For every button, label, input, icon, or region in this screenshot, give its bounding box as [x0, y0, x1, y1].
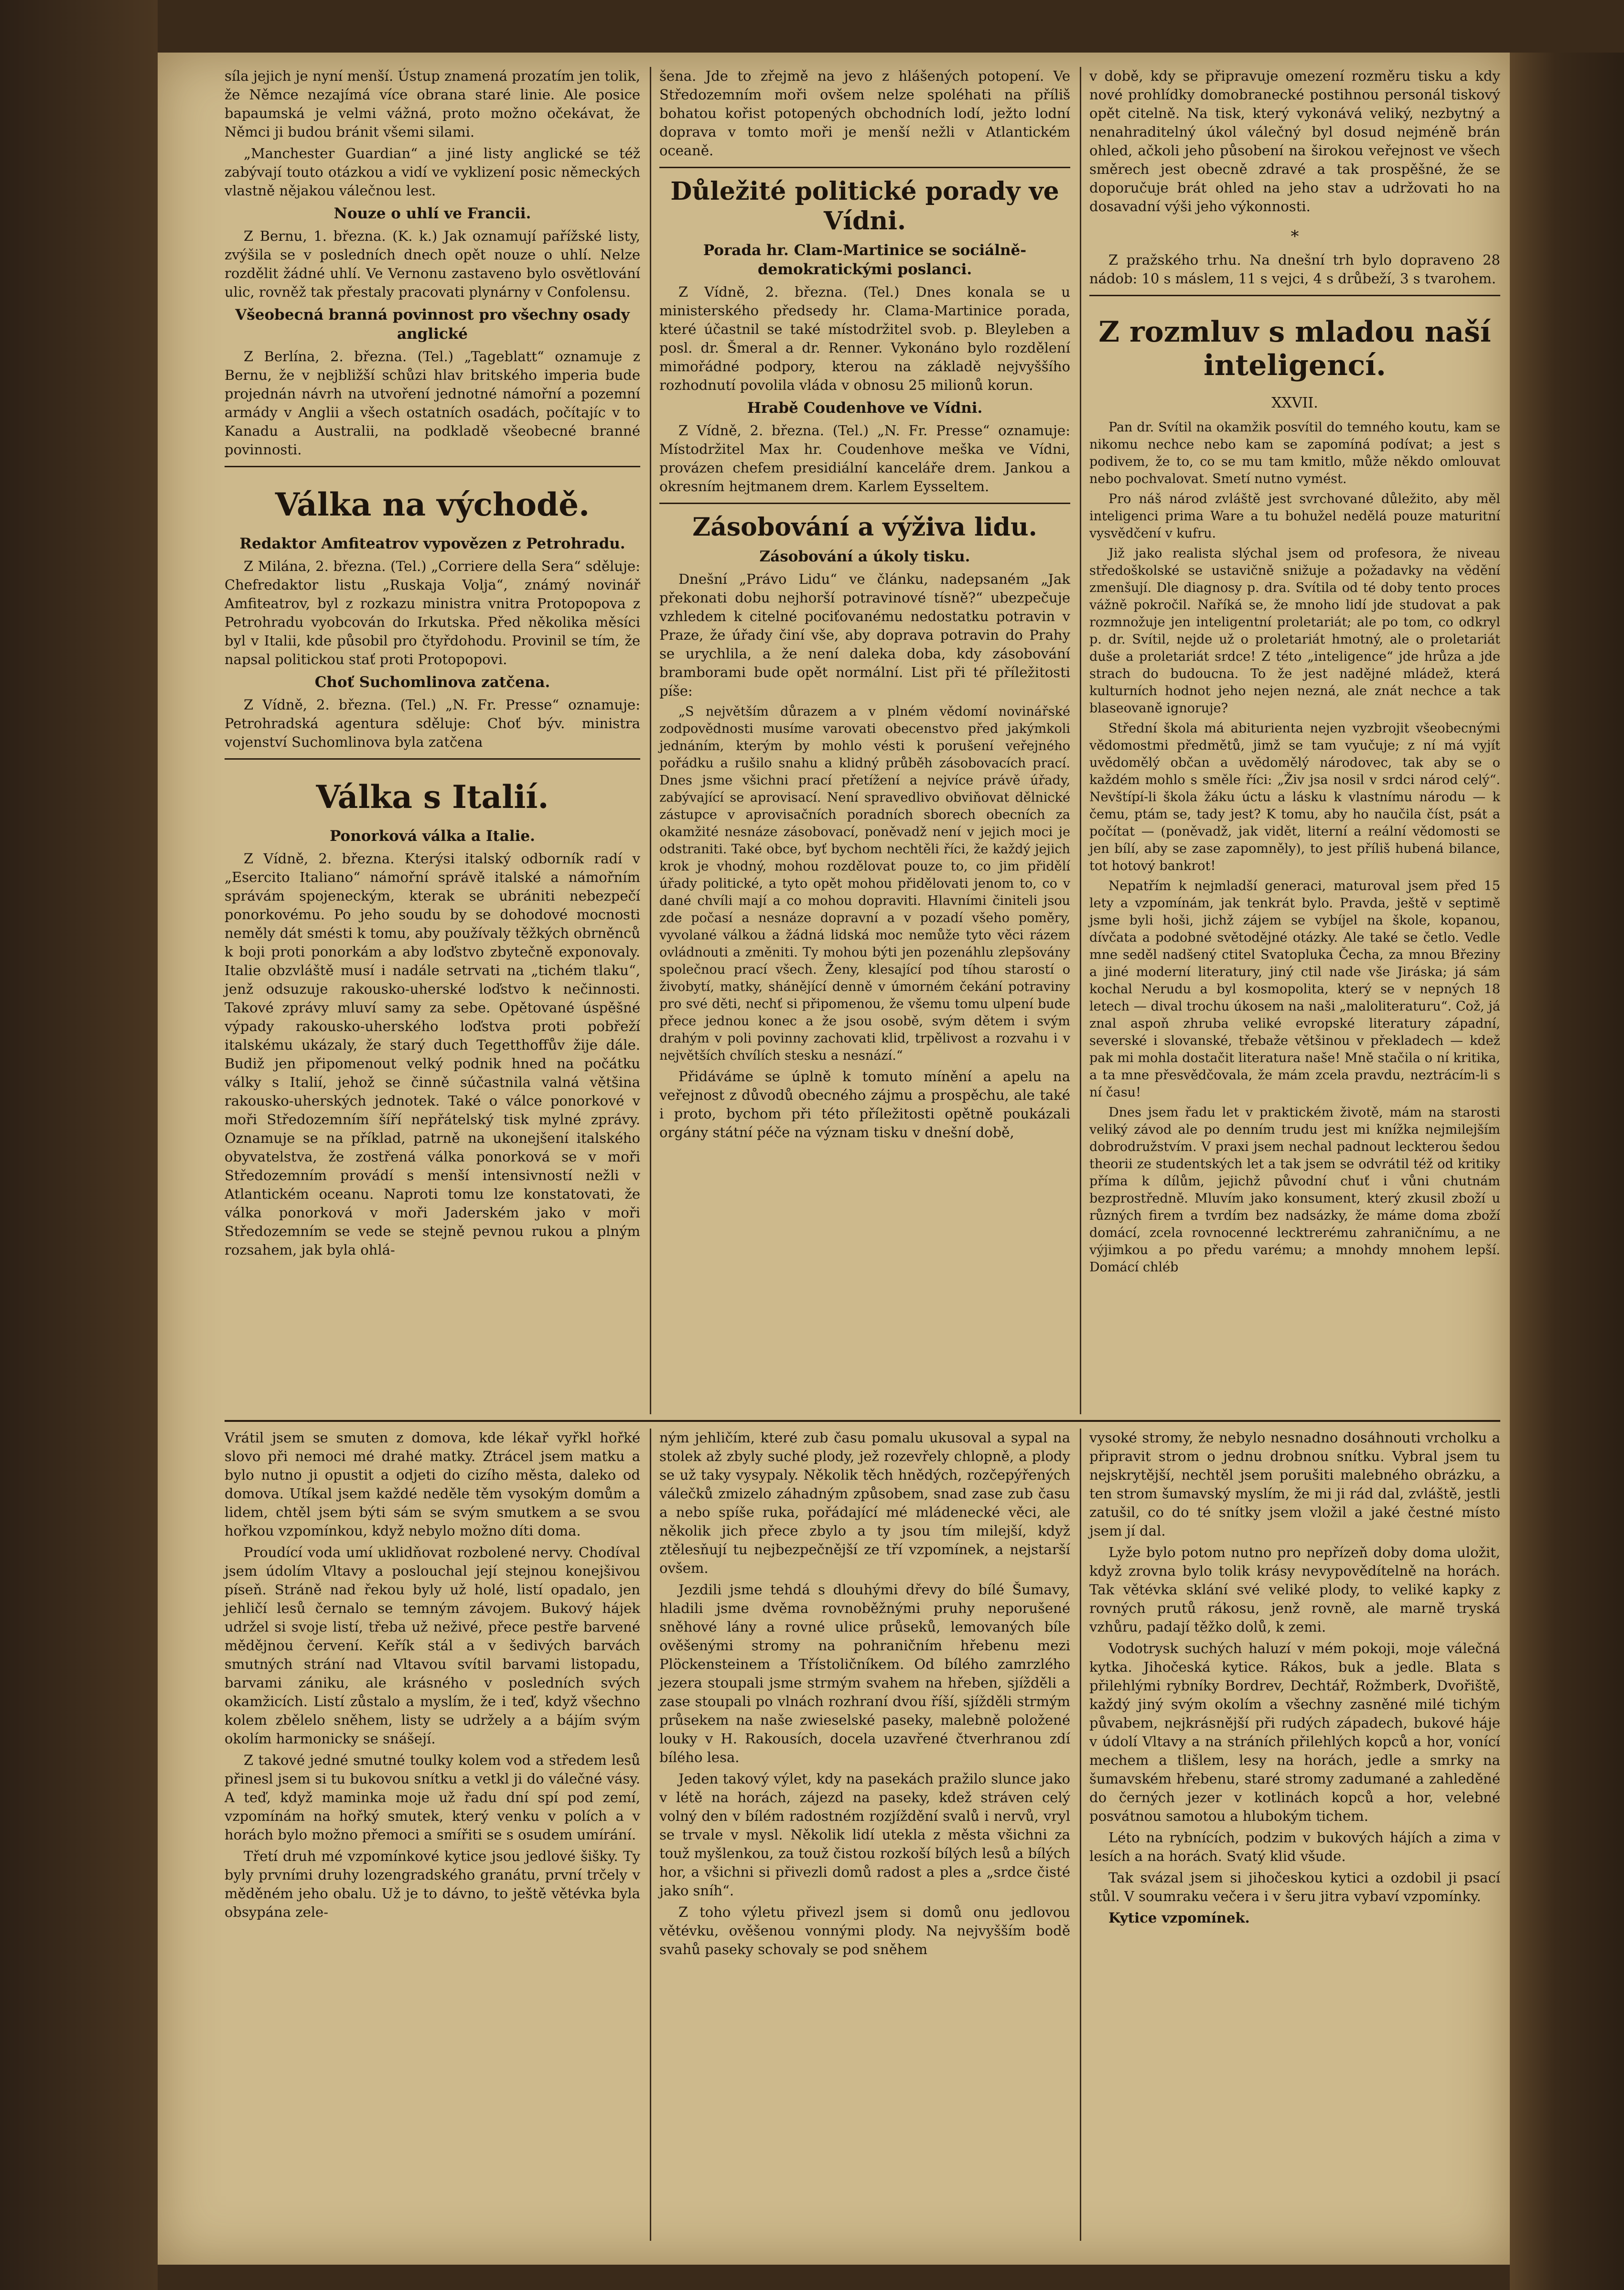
headline-suchomlinov: Choť Suchomlinova zatčena.	[314, 674, 550, 691]
column-rule	[650, 1429, 651, 2241]
column-2	[659, 67, 1070, 1145]
feuilleton-paragraph: Z takové jedné smutné toulky kolem vod a středem lesů přinesl jsem si tu bukovou snítku a vetkl ji do válečné vásy. A teď, když maminka moje už řadu dní spí pod zemí, vzpomínám na hořký smutek, který venku v polích a v horách bylo možno přemoci a smířiti se s osudem umírání.	[225, 1752, 640, 1843]
feuilleton-paragraph: Vrátil jsem se smuten z domova, kde lékař vyřkl hořké slovo při nemoci mé drahé matky. Ztrácel jsem matku a bylo nutno ji opustit a odjeti do cizího města, daleko od domova. Utíkal jsem každé neděle těm vysokým domům a lidem, chtěl jsem býti sám se svým smutkem a se svou hořkou vzpomínkou, když nebylo možno díti doma.	[225, 1430, 640, 1539]
article-paragraph: šena. Jde to zřejmě na jevo z hlášených potopení. Ve Středozemním moři ovšem nelze spoléhati na příliš bohatou kořist potopených obchodních lodí, ježto lodní doprava v tomto moři je menší nežli v Atlantickém oceaně.	[659, 68, 1070, 159]
column-rule	[650, 67, 651, 1414]
divider	[225, 466, 640, 467]
article-paragraph: Z Vídně, 2. března. (Tel.) „N. Fr. Presse“ oznamuje: Petrohradská agentura sděluje: Choť býv. ministra vojenství Suchomlinova byla zatčena	[225, 697, 640, 750]
feuilleton-paragraph: ným jehličím, které zub času pomalu ukusoval a sypal na stolek až zbyly suché plody, jež rozevřely chlopně, a plody se už taky vysypaly. Několik těch hnědých, rozčepýřených válečků zmizelo záhadným způsobem, snad zase zub času a nebo spíše ruka, pořádající mé mládenecké věci, ale několik jich přece zbylo a ty jsou tím milejší, když ztělesňují tu nejbezpečnější ze tří vzpomínek, a nejstarší ovšem.	[659, 1430, 1070, 1576]
feuilleton-column-1	[225, 1429, 640, 1924]
article-paragraph: v době, kdy se připravuje omezení rozměru tisku a kdy nové prohlídky domobranecké postihnou personál tiskový opět citelně. Na tisk, který vykonává veliký, nezbytný a nenahraditelný úkol válečný byl dosud nejméně brán ohled, ačkoli jeho působení na širokou veřejnost ve všech směrech jest obecně zdravé a tak prospěšné, že se doporučuje brát ohled na jeho stav a udržovati ho na dosavadní výši jeho výkonnosti.	[1089, 68, 1500, 215]
column-1	[225, 67, 640, 1262]
feuilleton-paragraph: Proudící voda umí uklidňovat rozbolené nervy. Chodíval jsem údolím Vltavy a poslouchal její stejnou konejšivou píseň. Stráně nad řekou byly už holé, listí opadalo, jen jehličí lesů černalo se temným závojem. Bukový hájek udržel si svoje listí, třeba už neživé, přece pestře barvené mědějnou červení. Keřík stál a v šedivých barvách smutných strání nad Vltavou svítil barvami listopadu, barvami zániku, ale krásného v posledních svých okamžicích. Listí zůstalo a myslím, že i teď, když všechno kolem zbělelo sněhem, listy se udržely a a bájím svým okolím harmonicky se snášejí.	[225, 1544, 640, 1747]
feuilleton-column-3	[1089, 1429, 1500, 1930]
feuilleton-paragraph: Léto na rybnících, podzim v bukových hájích a zima v lesích a na horách. Svatý klid všude.	[1089, 1829, 1500, 1864]
headline-ukoly-tisku: Zásobování a úkoly tisku.	[759, 548, 970, 565]
article-paragraph: síla jejich je nyní menší. Ústup znamená prozatím jen tolik, že Němce nezajímá více obrana staré linie. Ale posice bapaumská je velmi vážná, proto možno očekávat, že Němci ji budou bránit všemi silami.	[225, 68, 640, 140]
article-paragraph: Z Vídně, 2. března. Kterýsi italský odborník radí v „Esercito Italiano“ námořní správě italské a námořním správám spojeneckým, kterak se ubrániti nebezpečí ponorkovému. Po jeho soudu by se dohodové mocnosti neměly dát smésti k tomu, aby používaly těžkých obrněnců k boji proti ponorkám a aby loďstvo zbytečně exponovaly. Italie obzvláště musí i nadále setrvati na „tichém tlaku“, jenž odsuzuje rakousko-uherské loďstvo k nečinnosti. Takové zprávy mluví samy za sebe. Opětované úspěšné výpady rakousko-uherského loďstva proti pobřeží italskému ukázaly, že starý duch Tegetthoffův žije dále. Budiž jen připomenout velký podnik hned na počátku války s Italií, jehož se činně súčastnila valná většina rakousko-uherských jednotek. Také o válce ponorkové v moři Středozemním šíří nepřátelský tisk mylné zprávy. Oznamuje se na příklad, patrně na ukonejšení italského obyvatelstva, že zostřená válka ponorková se v moři Středozemním provádí s menší intensivností nežli v Atlantickém oceanu. Naproti tomu lze konstatovati, že válka ponorková v moři Jaderském jako v moři Středozemním se vede se stejně pevnou rukou a plným rozsahem, jak byla ohlá-	[225, 850, 640, 1258]
article-paragraph: Nepatřím k nejmladší generaci, maturoval jsem před 15 lety a vzpomínám, jak tenkrát bylo. Pravda, ještě v septimě jsme byli hoši, jichž zájem se vybíjel na škole, kopanou, dívčata a podobné světodějné otázky. Ale také se četlo. Vedle mne seděl nadšený ctitel Svatopluka Čecha, za mnou Březiny a jiné moderní literatury, jiný ctil nade vše Jiráska; já sám kochal Nerudu a byl kosmopolita, který se v nepných 18 letech — dival trochu úkosem na naši „maloliteraturu“. Což, já znal aspoň zhruba veliké evropské literatury západní, severské i slovanské, třebaže většinou v překladech — kdež pak mi mohla dostačit literatura naše! Mně stačila o ní kritika, a ta mne přesvědčovala, že mám zcela pravdu, neztrácím-li s ní času!	[1089, 879, 1500, 1100]
divider	[1089, 295, 1500, 296]
feuilleton-paragraph: Jezdili jsme tehdá s dlouhými dřevy do bílé Šumavy, hladili jsme dvěma rovnoběžnými pruhy neporušené sněhové lány a rovné ulice průseků, lemovaných bíle ověšenými stromy na pohraničním hřebenu mezi Plöckensteinem a Třístoličníkem. Od bílého zamrzlého jezera stoupali jsme strmým svahem na hřeben, sjížděli a zase stoupali po vlnách rozhraní dvou říší, sjížděli strmým průsekem na naše zwieselské paseky, malebně položené louky v H. Rakousích, docela uzavřené čtverhranou zdí bílého lesa.	[659, 1581, 1070, 1765]
newspaper-page	[158, 53, 1510, 2265]
feuilleton-paragraph: Vodotrysk suchých haluzí v mém pokoji, moje válečná kytka. Jihočeská kytice. Rákos, buk a jedle. Blata s přilehlými rybníky Bordrev, Dechtář, Rožmberk, Dvořiště, každý jiný svým okolím a všechny zasněné milé tichým půvabem, nejkrásnější při rudých západech, bukové háje v údolí Vltavy a na stráních přilehlých kopců a hor, vonící mechem a tlišlem, lesy na horách, jedle a smrky na šumavském hřebenu, staré stromy zadumané a zahleděné do černých jezer v kotlinách kopců a hor, velebné posvátnou samotou a hlubokým tichem.	[1089, 1640, 1500, 1824]
feuilleton-paragraph: Třetí druh mé vzpomínkové kytice jsou jedlové šišky. Ty byly prvními druhy lozengradského granátu, první trčely v měděném jeho obalu. Už je to dávno, to ještě větévka byla obsypána zele-	[225, 1848, 640, 1920]
article-paragraph: Z Berlína, 2. března. (Tel.) „Tageblatt“ oznamuje z Bernu, že v nejbližší schůzi hlav britského imperia bude projednán návrh na utvoření jednotné námořní a pozemní armády v Anglii a všech ostatních osadách, počítajíc v to Kanadu a Australii, na podkladě všeobecné branné povinnosti.	[225, 348, 640, 458]
feuilleton-rule	[225, 1420, 1500, 1422]
article-paragraph: Z Bernu, 1. března. (K. k.) Jak oznamují pařížské listy, zvýšila se v posledních dnech opět nouze o uhlí. Nelze rozdělit žádné uhlí. Ve Vernonu zastaveno bylo osvětlování ulic, rovněž tak přestaly pracovati plynárny v Confolensu.	[225, 228, 640, 300]
article-paragraph: Z Vídně, 2. března. (Tel.) Dnes konala se u ministerského předsedy hr. Clama-Martinice porada, které účastnil se také místodržitel svob. p. Bleyleben a posl. dr. Šmeral a dr. Renner. Vykonáno bylo rozdělení mimořádné podpory, kterou na základě nejvyššího rozhodnutí povolila vláda v obnosu 25 milionů korun.	[659, 284, 1070, 393]
section-title-rozmluvy: Z rozmluv s mladou naší inteligencí.	[1098, 315, 1491, 382]
divider	[659, 167, 1070, 168]
section-star: *	[1291, 227, 1299, 246]
quoted-paragraph: „S největším důrazem a v plném vědomí novinářské zodpovědnosti musíme varovati obecenstvo před jakýmkoli jednáním, kterým by mohlo vésti k porušení veřejného pořádku a rušilo snahu a klidný průběh zásobovacích prací. Dnes jsme všichni prací přetížení a nejvíce právě úřady, zabývající se aprovisací. Není spravedlivo obviňovat dělnické zástupce v aprovisačních poradních sborech obecních za okamžité nesnáze zásobovací, poněvadž není v jejich moci je odstraniti. Také obce, byť bychom nechtěli říci, že každý jejich krok je vhodný, mohou rozdělovat pouze to, co jim přidělí úřady politické, a tyto opět mohou přidělovati jenom to, co v dané chvíli mají a co mohou dopraviti. Hlavními činiteli jsou zde počasí a nesnáze dopravní a v pozadí všeho poměry, vyvolané válkou a žádná lidská moc nemůže tyto věci rázem ovládnouti a změniti. Ty mohou býti jen pozenáhlu zlepšovány společnou prací všech. Ženy, klesající pod tíhou starostí o živobytí, matky, shánějící denně v úmorném čekání potraviny pro své děti, nechť si připomenou, že všemu tomu ulpení bude přece jednou konec a že jsou osobě, svým dětem i svým drahým v poli povinny zachovati klid, trpělivost a rozvahu i v největších chvílích stesku a nesnází.“	[659, 704, 1070, 1063]
headline-amfiteatrov: Redaktor Amfiteatrov vypovězen z Petrohradu.	[239, 535, 625, 552]
divider	[659, 503, 1070, 504]
headline-nouze-o-uhli: Nouze o uhlí ve Francii.	[333, 205, 531, 222]
section-title-zasobovani: Zásobování a výživa lidu.	[692, 513, 1037, 542]
feuilleton-paragraph: Jeden takový výlet, kdy na pasekách pražilo slunce jako v létě na horách, zájezd na paseky, kdež stráven celý volný den v bílém radostném rozjíždění svalů i nervů, vryl se trvale v mysl. Několik lidí utekla z města všichni za touž myšlenkou, za touž čistou rozkoší bílých lesů a bílých hor, a všichni si přivezli domů radost a ples a „srdce čisté jako sníh“.	[659, 1771, 1070, 1899]
feuilleton-paragraph: Tak svázal jsem si jihočeskou kytici a ozdobil ji psací stůl. V soumraku večera i v šeru jitra vybaví vzpomínky.	[1089, 1870, 1500, 1904]
divider	[225, 758, 640, 760]
headline-coudenhove: Hrabě Coudenhove ve Vídni.	[747, 399, 983, 417]
section-title-valka-s-italii: Válka s Italií.	[316, 778, 549, 816]
article-paragraph: Z Milána, 2. března. (Tel.) „Corriere della Sera“ sděluje: Chefredaktor listu „Ruskaja Volja“, známý novinář Amfiteatrov, byl z rozkazu ministra vnitra Protopopova z Petrohradu vyobcován do Irkutska. Před několika měsíci byl v Italii, kde působil pro čtyřdohodu. Provinil se tím, že napsal politickou stať proti Protopopovi.	[225, 558, 640, 667]
feuilleton-column-2	[659, 1429, 1070, 1962]
feuilleton-paragraph: Z toho výletu přivezl jsem si domů onu jedlovou větévku, ověšenou vonnými plody. Na nejvyšším bodě svahů paseky schovaly se pod sněhem	[659, 1904, 1070, 1957]
page-binding	[1510, 53, 1624, 2290]
headline-ponorkova-valka: Ponorková válka a Italie.	[330, 828, 535, 845]
article-paragraph: Pan dr. Svítil na okamžik posvítil do temného koutu, kam se nikomu nechce nebo kam se zapomíná podívat; a jest s podivem, že to, co se mu tam kmitlo, může někdo omlouvat nebo pochvalovat. Smetí nutno vymést.	[1089, 420, 1500, 486]
section-title-porady: Důležité politické porady ve Vídni.	[670, 177, 1059, 236]
article-paragraph: Již jako realista slýchal jsem od profesora, že niveau středoškolské se ustavičně snižuje a požadavky na vědění zmenšují. Dle diagnosy p. dra. Svítila od té doby tento proces vážně pokročil. Naříká se, že mnoho lidí jde studovat a pak rozmnožuje jen inteligentní proletariát; ale po tom, co odkryl p. dr. Svítil, nejde už o proletariát hmotný, ale o proletariát duše a proletariát srdce! Z této „inteligence“ jde hrůza a jde strach do budoucna. To že jest nadějné mládež, která kulturních hodnot jeho nejen nezná, ale znát nechce a tak blaseovaně ignoruje?	[1089, 546, 1500, 716]
headline-clam-martinic: Porada hr. Clam-Martinice se sociálně-demokratickými poslanci.	[703, 242, 1027, 278]
article-paragraph: Pro náš národ zvláště jest svrchované důležito, aby měl inteligenci prima Ware a tu bohužel nedělá pouze maturitní vysvědčení v kufru.	[1089, 492, 1500, 541]
part-numeral: XXVII.	[1271, 395, 1318, 411]
section-title-valka-na-vychode: Válka na východě.	[275, 486, 590, 523]
column-3	[1089, 67, 1500, 1279]
column-rule	[1080, 67, 1081, 1414]
headline-branna-povinnost: Všeobecná branná povinnost pro všechny osady anglické	[235, 306, 630, 343]
feuilleton-paragraph: vysoké stromy, že nebylo nesnadno dosáhnouti vrcholku a připravit strom o jednu drobnou snítku. Vybral jsem tu nejskrytější, nechtěl jsem porušiti malebného obrázku, a ten strom šumavský myslím, že mi ji rád dal, zvláště, jestli zatušil, co do té snítky jsem vložil a jaké čestné místo jsem jí dal.	[1089, 1430, 1500, 1539]
left-margin-shadow	[0, 0, 158, 2290]
article-paragraph: „Manchester Guardian“ a jiné listy anglické se též zabývají touto otázkou a vidí ve vyklizení posic německých vlastně nějakou válečnou lest.	[225, 145, 640, 199]
column-rule	[1080, 1429, 1081, 2241]
article-paragraph: Přidáváme se úplně k tomuto mínění a apelu na veřejnost z důvodů obecného zájmu a prospěchu, ale také i proto, bychom při této příležitosti opětně poukázali orgány státní péče na význam tisku v dnešní době,	[659, 1068, 1070, 1140]
article-paragraph: Z Vídně, 2. března. (Tel.) „N. Fr. Presse“ oznamuje: Místodržitel Max hr. Coudenhove meška ve Vídni, provázen chefem presidiální kanceláře drem. Jankou a okresním hejtmanem drem. Karlem Eysseltem.	[659, 422, 1070, 495]
feuilleton-signature: Kytice vzpomínek.	[1108, 1910, 1250, 1926]
article-paragraph: Střední škola má abiturienta nejen vyzbrojit všeobecnými vědomostmi předmětů, jimž se tam vyučuje; z ní má vyjít uvědomělý občan a uvědomělý národovec, tak aby se o každém mohlo s směle říci: „Živ jsa nosil v srdci národ celý“. Nevštípí-li škola žáku úctu a lásku k vlastnímu národu — k čemu, ptám se, tady jest? K tomu, aby ho naučila číst, psát a počítat — (poněvadž, jak vidět, literní a reální vědomosti se jen bílí, aby se zase zapomněly), to jest příliš hubená bilance, tot hotový bankrot!	[1089, 721, 1500, 873]
feuilleton-paragraph: Lyže bylo potom nutno pro nepřízeň doby doma uložit, když zrovna bylo tolik krásy nevypovědítelně na horách. Tak větévka sklání své veliké plody, to veliké kapky z rovných prutů rákosu, jenž rovně, ale marně tryská vzhůru, padají těžko dolů, k zemi.	[1089, 1544, 1500, 1635]
article-paragraph: Dnešní „Právo Lidu“ ve článku, nadepsaném „Jak překonati dobu nejhorší potravinové tísně?“ ubezpečuje vzhledem k citelné pociťovanému nedostatku potravin v Praze, že úřady činí vše, aby doprava potravin do Prahy se urychlila, a že není daleka doba, kdy zásobování bramborami bude opět normální. List při té příležitosti píše:	[659, 571, 1070, 699]
article-paragraph: Dnes jsem řadu let v praktickém životě, mám na starosti veliký závod ale po denním trudu jest mi knížka nejmilejším dobrodružstvím. V praxi jsem nechal padnout leckterou šedou theorii ze studentských let a tak jsem se odvrátil též od kritiky příma k dílům, jejichž původní chuť i vůni chutnám bezprostředně. Mluvím jako konsument, který zkusil zboží u různých firem a tvrdím bez nadsázky, že máme doma zboží domácí, zcela rovnocenné lecktrerému zahraničnímu, a ne výjimkou a po předu varému; a mnohdy mnohem lepší. Domácí chléb	[1089, 1105, 1500, 1275]
article-paragraph: Z pražského trhu. Na dnešní trh bylo dopraveno 28 nádob: 10 s máslem, 11 s vejci, 4 s drůbeží, 3 s tvarohem.	[1089, 252, 1500, 287]
